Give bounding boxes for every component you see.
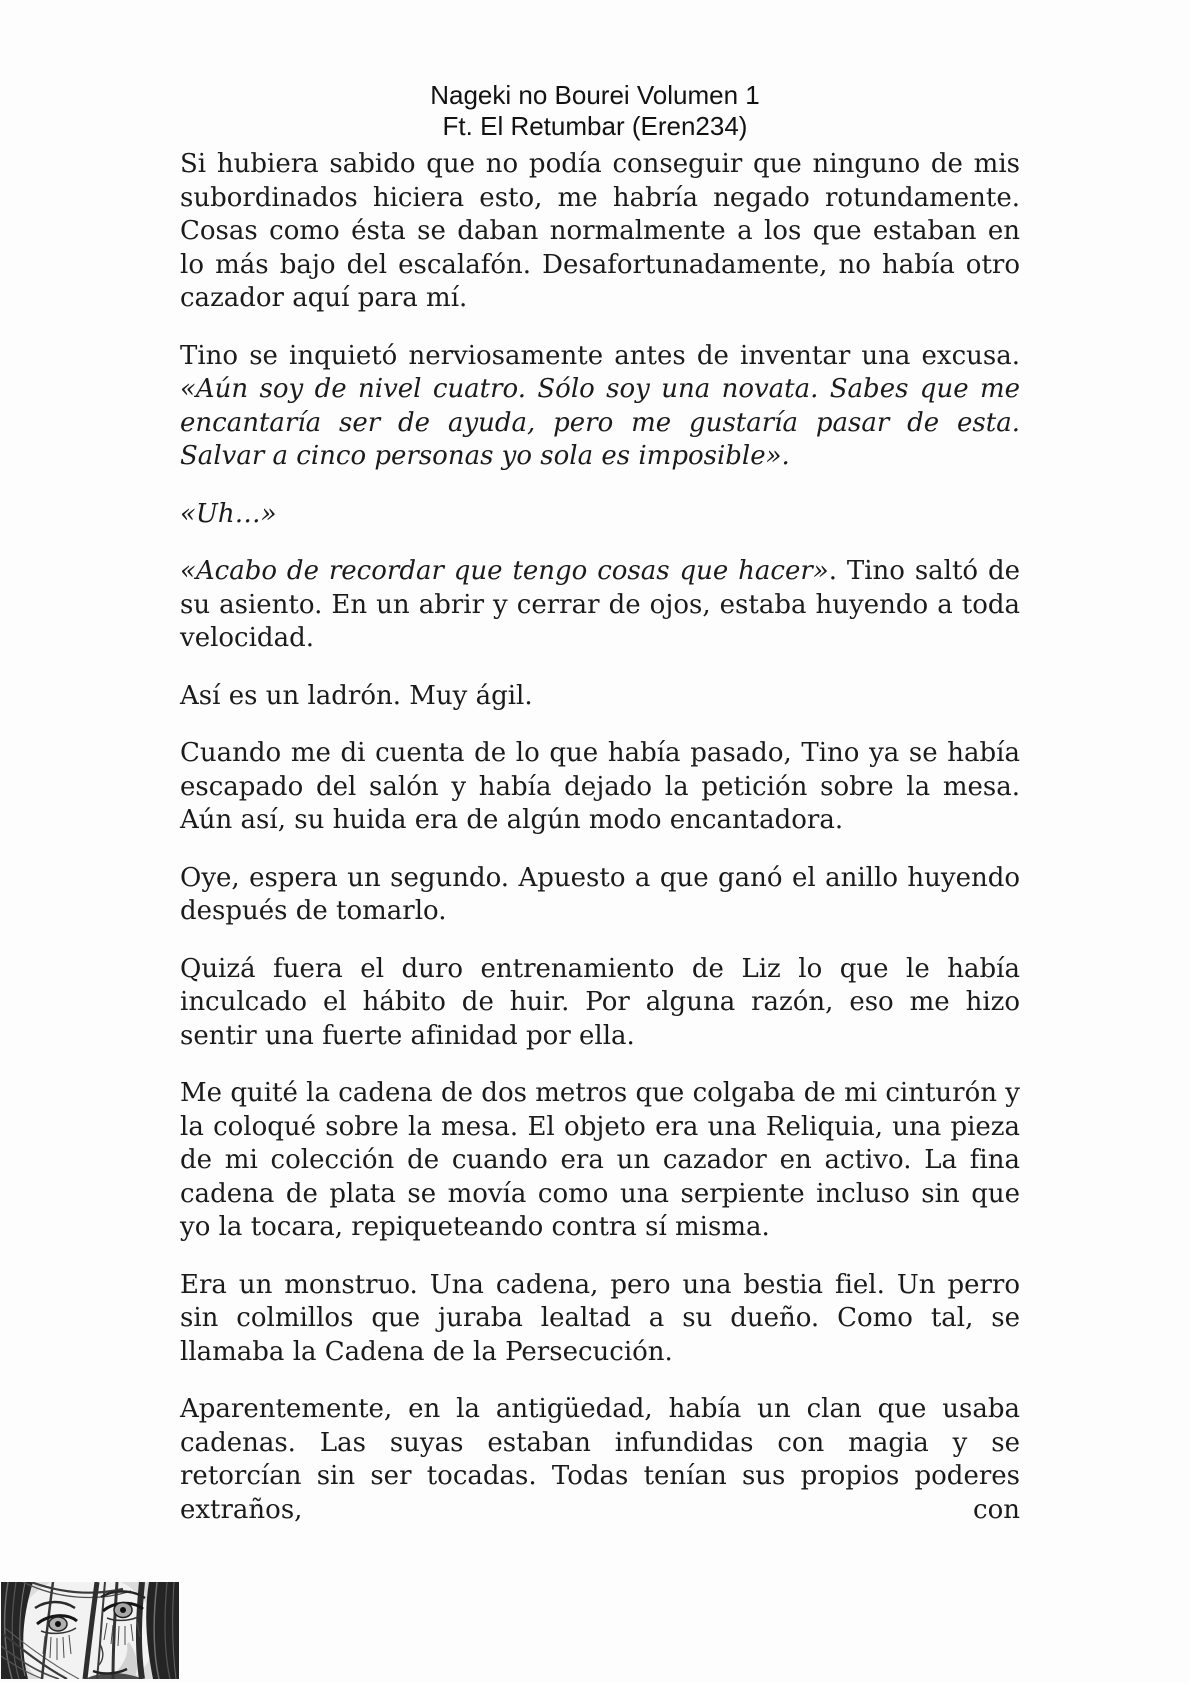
manga-face-image [1,1582,179,1679]
narration-text: Si hubiera sabido que no podía conseguir que ninguno de mis subordinados hiciera esto, me habría negado rotundamente. Cosas como ésta se daban normalmente a los que estaban en lo más bajo del escalafón. Desafortunadamente, no había otro cazador aquí para mí. [180,149,1020,313]
narration-text: Así es un ladrón. Muy ágil. [180,680,533,711]
narration-text: Quizá fuera el duro entrenamiento de Liz lo que le había inculcado el hábito de huir. Por alguna razón, eso me hizo sentir una fuerte afinidad por ella. [180,953,1020,1051]
paragraph [180,680,1020,714]
narration-text: Tino se inquietó nerviosamente antes de inventar una excusa. [180,340,1020,371]
page-subtitle: Ft. El Retumbar (Eren234) [442,111,748,141]
dialogue-text: «Aún soy de nivel cuatro. Sólo soy una novata. Sabes que me encantaría ser de ayuda, pero me gustaría pasar de esta. Salvar a cinco personas yo sola es imposible». [180,374,1020,471]
narration-text: Aparentemente, en la antigüedad, había un clan que usaba cadenas. Las suyas estaban infundidas con magia y se retorcían sin ser tocadas. Todas tenían sus propios poderes extraños, con [180,1394,1020,1525]
paragraph [180,1269,1020,1370]
paragraph [180,1077,1020,1245]
dialogue-text: «Acabo de recordar que tengo cosas que hacer» [180,556,829,586]
paragraph [180,737,1020,838]
narration-text: Cuando me di cuenta de lo que había pasado, Tino ya se había escapado del salón y había dejado la petición sobre la mesa. Aún así, su huida era de algún modo encantadora. [180,738,1020,835]
narration-text: Era un monstruo. Una cadena, pero una bestia fiel. Un perro sin colmillos que juraba lealtad a su dueño. Como tal, se llamaba la Cadena de la Persecución. [180,1269,1020,1367]
body-text [180,148,1020,1527]
paragraph [180,498,1020,532]
footer-illustration [1,1582,179,1679]
paragraph [180,555,1020,656]
narration-text: Me quité la cadena de dos metros que colgaba de mi cinturón y la coloqué sobre la mesa. El objeto era una Reliquia, una pieza de mi colección de cuando era un cazador en activo. La fina cadena de plata se movía como una serpiente incluso sin que yo la tocara, repiqueteando contra sí misma. [180,1078,1020,1242]
page-header [0,0,1190,142]
paragraph [180,1393,1020,1527]
dialogue-text: «Uh…» [180,498,277,529]
paragraph [180,340,1020,474]
paragraph [180,148,1020,316]
paragraph [180,862,1020,929]
page-title: Nageki no Bourei Volumen 1 [430,80,760,110]
paragraph [180,953,1020,1054]
narration-text: . Tino saltó de su asiento. En un abrir y cerrar de ojos, estaba huyendo a toda velocidad. [180,556,1021,653]
narration-text: Oye, espera un segundo. Apuesto a que ganó el anillo huyendo después de tomarlo. [180,862,1020,926]
